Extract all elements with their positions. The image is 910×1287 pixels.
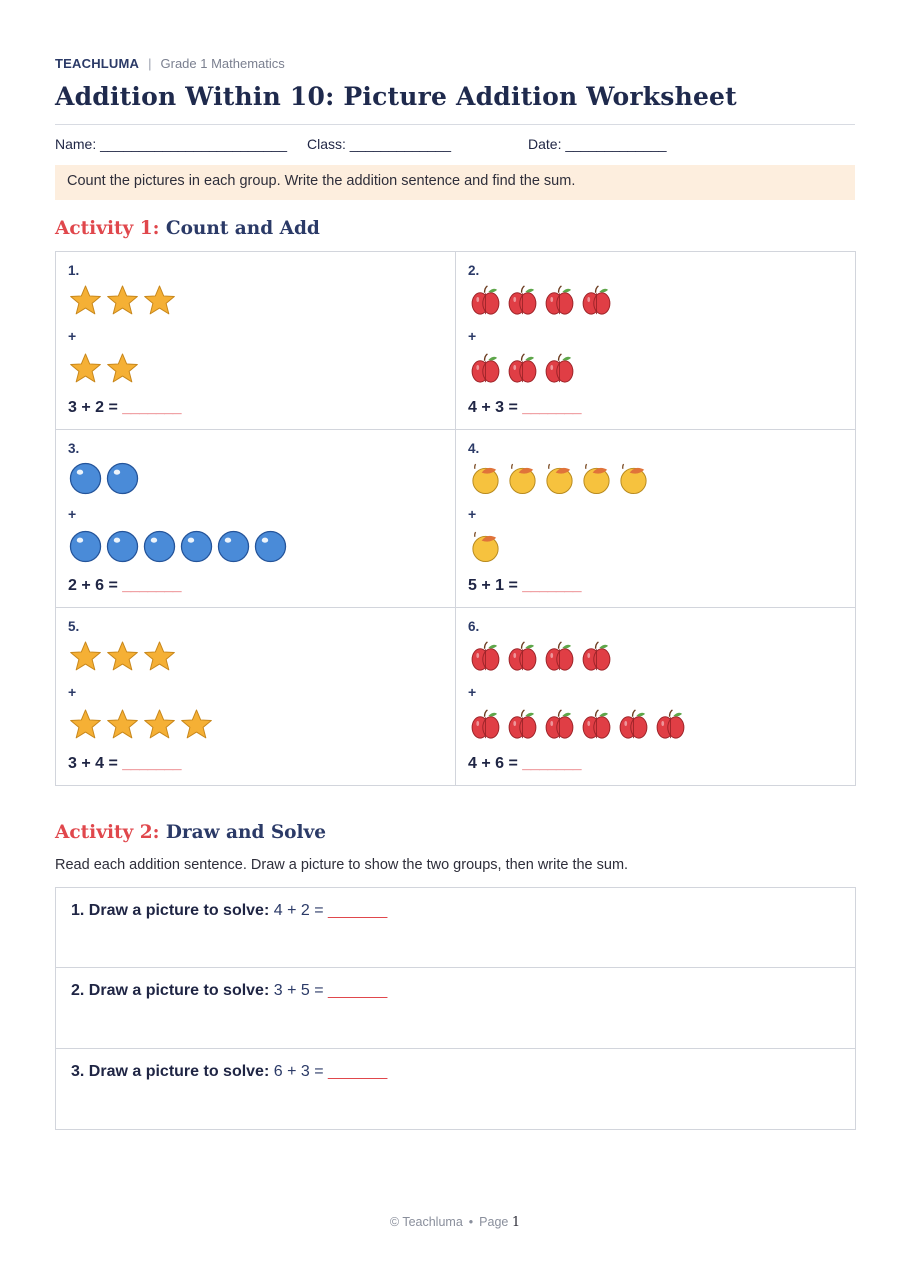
star-icon [69,284,102,317]
draw-item-expression: 4 + 2 = [273,902,324,919]
apple-icon [543,640,576,673]
equation [468,755,581,773]
answer-blank[interactable]: _______ [522,755,582,772]
equation-text: 4 + 6 = [468,755,518,772]
activity2-heading [55,822,326,843]
problem-card [456,252,856,430]
group-b [469,708,687,741]
star-icon [69,352,102,385]
apple-icon [654,708,687,741]
activity1-heading [55,218,320,239]
equation-text: 4 + 3 = [468,399,518,416]
ball-icon [217,530,250,563]
group-b [69,352,139,385]
problem-card [56,608,456,785]
problem-card [56,430,456,608]
activity1-title: Count and Add [165,218,320,239]
apple-icon [506,352,539,385]
draw-item[interactable] [56,968,855,1048]
apple-icon [543,352,576,385]
star-icon [180,708,213,741]
problem-card [456,430,856,608]
equation [468,577,581,595]
group-a [69,284,176,317]
draw-item-label: 3. Draw a picture to solve: [71,1062,270,1080]
footer-page-label: Page [479,1215,509,1229]
answer-blank[interactable]: _______ [522,399,582,416]
equation [68,577,181,595]
page-footer [0,1215,910,1230]
draw-solve-box [55,887,856,1130]
apple-icon [580,640,613,673]
plus-sign: + [68,506,77,522]
header-divider [55,124,855,125]
footer-page-number: 1 [511,1215,521,1230]
answer-blank[interactable]: _______ [122,577,182,594]
apple-icon [469,352,502,385]
orange-icon [469,462,502,495]
group-a [469,640,613,673]
equation-text: 2 + 6 = [68,577,118,594]
plus-sign: + [468,684,477,700]
apple-icon [469,284,502,317]
star-icon [106,284,139,317]
apple-icon [469,640,502,673]
draw-item[interactable] [56,1049,855,1129]
answer-blank[interactable]: _______ [122,399,182,416]
equation [68,399,181,417]
footer-copyright: © Teachluma [389,1215,463,1229]
group-b [469,352,576,385]
activity1-label: Activity 1: [55,218,160,239]
plus-sign: + [468,328,477,344]
instruction-banner: Count the pictures in each group. Write the addition sentence and find the sum. [55,165,855,200]
group-b [69,708,213,741]
problem-number: 5. [68,619,80,634]
answer-blank[interactable]: _______ [522,577,582,594]
class-field[interactable]: Class: _____________ [307,136,452,152]
problem-number: 4. [468,441,480,456]
date-field[interactable]: Date: _____________ [528,136,667,152]
group-a [469,462,650,495]
draw-item-expression: 3 + 5 = [273,982,324,1000]
ball-icon [69,462,102,495]
star-icon [143,640,176,673]
ball-icon [143,530,176,563]
group-a [69,462,139,495]
answer-blank[interactable]: _______ [122,755,182,772]
activity1-grid [55,251,856,786]
group-b [469,530,502,563]
star-icon [106,708,139,741]
orange-icon [469,530,502,563]
problem-number: 2. [468,263,480,278]
ball-icon [106,530,139,563]
apple-icon [617,708,650,741]
name-field[interactable]: Name: ________________________ [55,136,287,152]
apple-icon [506,640,539,673]
problem-number: 3. [68,441,80,456]
orange-icon [580,462,613,495]
apple-icon [543,284,576,317]
star-icon [143,708,176,741]
star-icon [143,284,176,317]
apple-icon [580,708,613,741]
draw-item-expression: 6 + 3 = [273,1062,324,1080]
equation [468,399,581,417]
equation-text: 3 + 2 = [68,399,118,416]
star-icon [69,708,102,741]
brand-separator: | [148,56,152,71]
page-title: Addition Within 10: Picture Addition Worksheet [55,82,737,111]
plus-sign: + [468,506,477,522]
brand-line [55,56,285,71]
footer-dot: • [468,1215,474,1229]
answer-blank[interactable]: _______ [328,982,387,1000]
star-icon [106,352,139,385]
group-b [69,530,287,563]
equation-text: 5 + 1 = [468,577,518,594]
apple-icon [469,708,502,741]
activity2-label: Activity 2: [55,822,160,843]
ball-icon [254,530,287,563]
orange-icon [617,462,650,495]
plus-sign: + [68,328,77,344]
plus-sign: + [68,684,77,700]
brand-name: TEACHLUMA [55,56,140,71]
problem-number: 1. [68,263,80,278]
problem-card [456,608,856,785]
subject-label: Grade 1 Mathematics [160,56,285,71]
activity2-title: Draw and Solve [165,822,327,843]
equation [68,755,181,773]
ball-icon [180,530,213,563]
ball-icon [69,530,102,563]
apple-icon [506,284,539,317]
answer-blank[interactable]: _______ [328,902,387,919]
orange-icon [506,462,539,495]
draw-item[interactable] [56,888,855,968]
equation-text: 3 + 4 = [68,755,118,772]
problem-number: 6. [468,619,480,634]
draw-item-label: 2. Draw a picture to solve: [71,982,270,1000]
problem-card [56,252,456,430]
answer-blank[interactable]: _______ [328,1062,387,1080]
group-a [469,284,613,317]
draw-item-label: 1. Draw a picture to solve: [71,902,270,919]
star-icon [69,640,102,673]
ball-icon [106,462,139,495]
apple-icon [543,708,576,741]
apple-icon [580,284,613,317]
apple-icon [506,708,539,741]
activity2-intro: Read each addition sentence. Draw a picture to show the two groups, then write the sum. [55,857,629,873]
orange-icon [543,462,576,495]
star-icon [106,640,139,673]
group-a [69,640,176,673]
